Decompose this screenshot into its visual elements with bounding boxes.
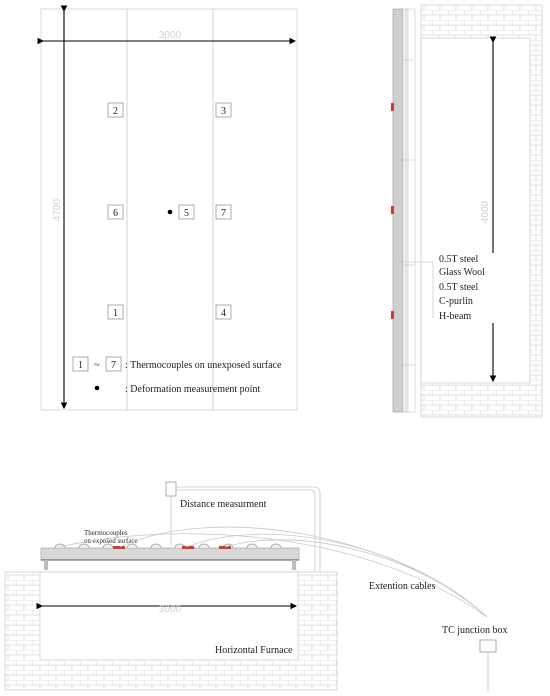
thermocouple-2 [108, 103, 123, 117]
layer-label: 0.5T steel [439, 282, 479, 293]
width-dimension-label: 3000 [158, 30, 182, 41]
legend-thermocouple-text: : Thermocouples on unexposed surface [125, 360, 282, 371]
purlin-section [403, 9, 408, 412]
furnace-span-label: 3000 [158, 604, 182, 615]
thermocouple-3 [216, 103, 231, 117]
extension-cables-label: Extention cables [369, 581, 436, 592]
section-height-label: 4000 [480, 200, 491, 224]
deformation-point-marker [168, 210, 173, 215]
tc-junction-box [480, 640, 496, 652]
legend [73, 357, 282, 395]
thermocouple-7 [216, 205, 231, 219]
legend-tilde: ~ [94, 360, 100, 371]
furnace-elevation [5, 482, 508, 692]
legend-tc-from: 1 [78, 360, 83, 371]
tc-junction-box-label: TC junction box [442, 625, 508, 636]
legend-deformation-dot [95, 386, 100, 391]
thermocouple-1 [108, 305, 123, 319]
thermocouple-marker [391, 311, 394, 319]
layer-label: H-beam [439, 311, 472, 322]
svg-text:3: 3 [221, 106, 226, 117]
support-left [44, 560, 48, 570]
svg-text:4: 4 [221, 308, 226, 319]
thermocouple-marker [391, 103, 394, 111]
distance-sensor [166, 482, 176, 496]
exposed-thermocouple-marker [219, 546, 231, 549]
plan-view [41, 9, 297, 410]
thermocouple-marker [391, 206, 394, 214]
thermocouple-5 [179, 205, 194, 219]
legend-deformation-text: : Deformation measurement point [125, 384, 261, 395]
furnace-label: Horizontal Furnace [215, 645, 293, 656]
layer-labels [436, 253, 500, 323]
exposed-tc-label-line2: on exposed surface [84, 537, 138, 545]
svg-text:2: 2 [113, 106, 118, 117]
section-view [391, 5, 542, 417]
thermocouple-4 [216, 305, 231, 319]
support-right [292, 560, 296, 570]
roof-panel-section [393, 9, 403, 412]
svg-text:1: 1 [113, 308, 118, 319]
layer-label: C-purlin [439, 296, 473, 307]
furnace-opening [421, 38, 530, 383]
svg-text:5: 5 [184, 208, 189, 219]
test-panel [41, 548, 299, 560]
svg-text:7: 7 [221, 208, 226, 219]
layer-label: Glass Wool [439, 267, 485, 278]
thermocouple-6 [108, 205, 123, 219]
panel-outline [41, 9, 297, 410]
height-dimension-label: 4700 [52, 198, 63, 222]
legend-tc-to: 7 [111, 360, 116, 371]
layer-label: 0.5T steel [439, 254, 479, 265]
exposed-tc-label-line1: Thermocouples [84, 529, 128, 537]
exposed-thermocouple-marker [113, 546, 125, 549]
svg-text:6: 6 [113, 208, 118, 219]
distance-measurement-label: Distance measurment [180, 499, 267, 510]
